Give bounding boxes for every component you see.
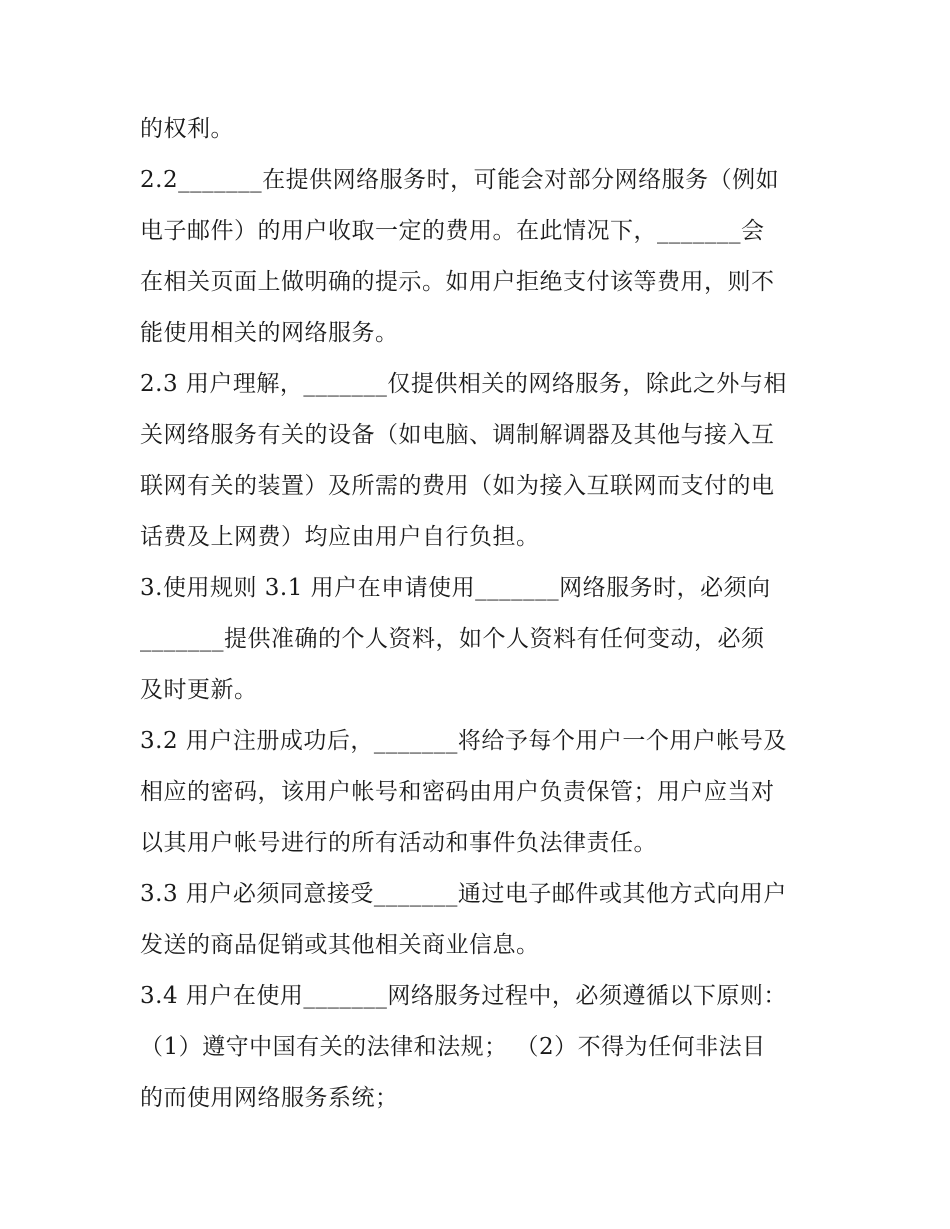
text-line: 联网有关的装置）及所需的费用（如为接入互联网而支付的电 (140, 473, 775, 499)
text-line: 发送的商品促销或其他相关商业信息。 (140, 932, 540, 958)
text-line: 2.3 用户理解，_______仅提供相关的网络服务，除此之外与相 (140, 371, 787, 397)
text-line: 的权利。 (140, 116, 234, 142)
text-line: 电子邮件）的用户收取一定的费用。在此情况下，_______会 (140, 218, 765, 244)
text-line: 能使用相关的网络服务。 (140, 320, 399, 346)
text-line: 的而使用网络服务系统； (140, 1085, 399, 1111)
text-line: 以其用户帐号进行的所有活动和事件负法律责任。 (140, 830, 657, 856)
document-body (140, 104, 820, 1124)
text-line: 3.4 用户在使用_______网络服务过程中，必须遵循以下原则： (140, 983, 787, 1009)
text-line: 关网络服务有关的设备（如电脑、调制解调器及其他与接入互 (140, 422, 775, 448)
text-line: （1）遵守中国有关的法律和法规； （2）不得为任何非法目 (140, 1034, 766, 1060)
text-line: _______提供准确的个人资料，如个人资料有任何变动，必须 (140, 626, 765, 652)
text-line: 在相关页面上做明确的提示。如用户拒绝支付该等费用，则不 (140, 269, 775, 295)
text-line: 2.2_______在提供网络服务时，可能会对部分网络服务（例如 (140, 167, 780, 193)
text-line: 3.3 用户必须同意接受_______通过电子邮件或其他方式向用户 (140, 881, 787, 907)
text-line: 相应的密码，该用户帐号和密码由用户负责保管；用户应当对 (140, 779, 775, 805)
text-line: 3.使用规则 3.1 用户在申请使用_______网络服务时，必须向 (140, 575, 771, 601)
text-line: 及时更新。 (140, 677, 258, 703)
text-line: 3.2 用户注册成功后，_______将给予每个用户一个用户帐号及 (140, 728, 787, 754)
text-line: 话费及上网费）均应由用户自行负担。 (140, 524, 540, 550)
